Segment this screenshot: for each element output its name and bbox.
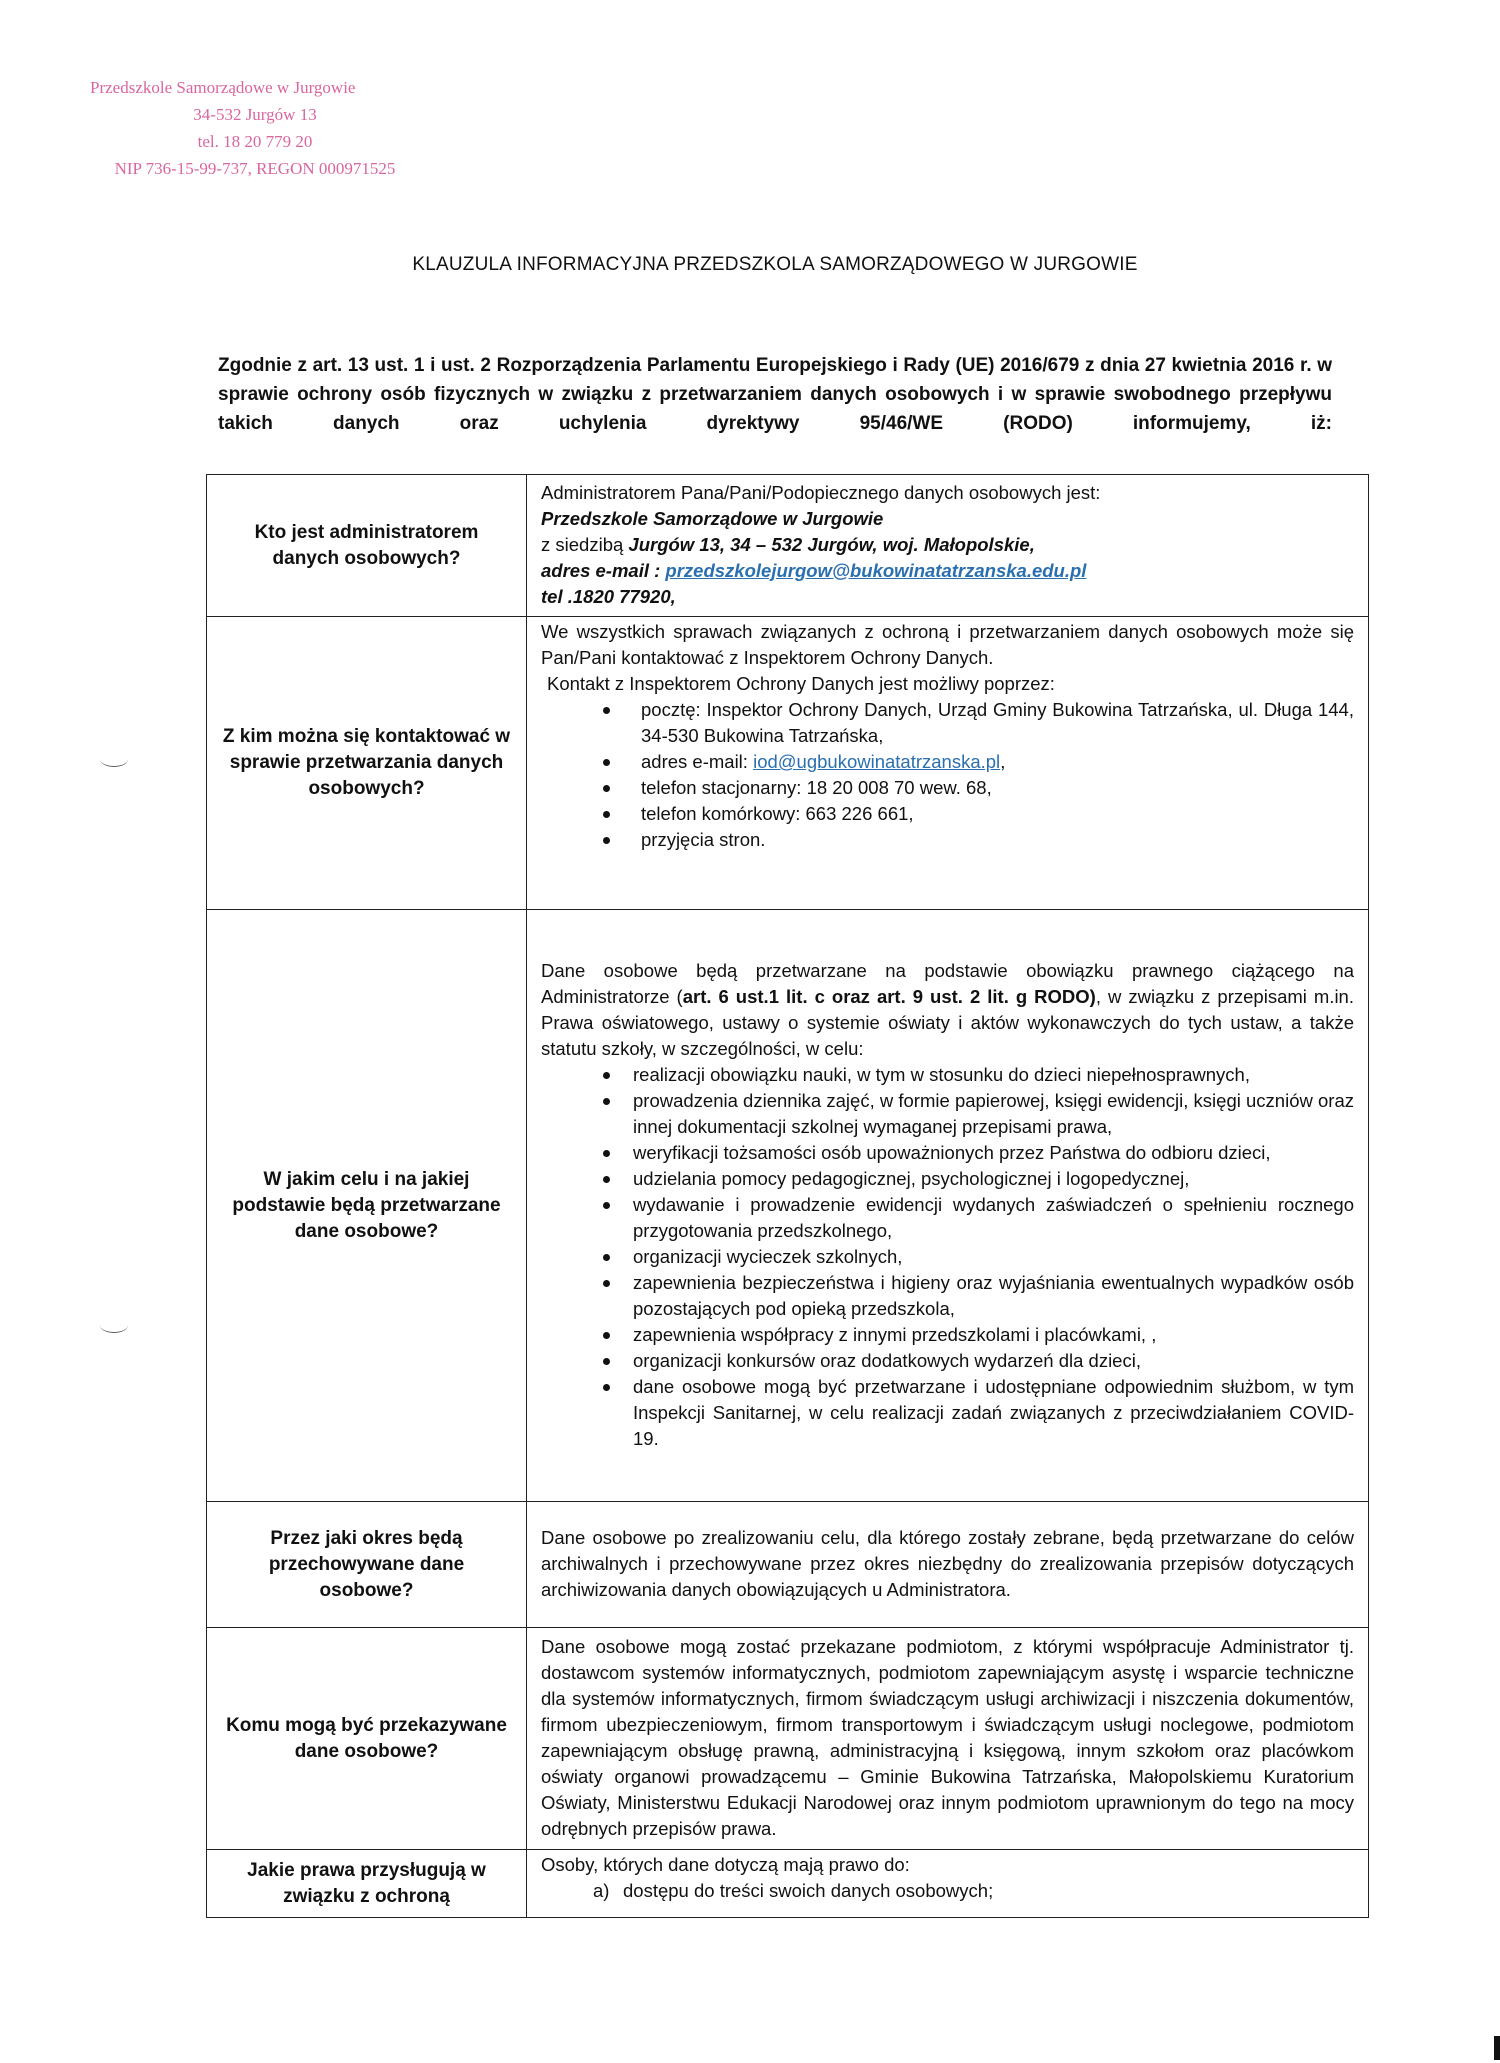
answer-purpose	[527, 910, 1369, 1502]
question-recipients: Komu mogą być przekazywane dane osobowe?	[207, 1628, 527, 1850]
admin-phone: tel .1820 77920,	[541, 585, 676, 607]
school-stamp	[90, 74, 420, 182]
document-title: KLAUZULA INFORMACYJNA PRZEDSZKOLA SAMORZĄDOWEGO W JURGOWIE	[412, 254, 1138, 275]
admin-seat: Jurgów 13, 34 – 532 Jurgów, woj. Małopolskie,	[628, 533, 1035, 555]
list-item: pocztę: Inspektor Ochrony Danych, Urząd Gminy Bukowina Tatrzańska, ul. Długa 144, 34-530 Bukowina Tatrzańska,	[601, 697, 1354, 749]
table-row-purpose	[207, 910, 1369, 1502]
list-item: prowadzenia dziennika zajęć, w formie papierowej, księgi ewidencji, księgi uczniów oraz innej dokumentacji szkolnej wymaganej przepisami prawa,	[601, 1088, 1354, 1140]
list-item: wydawanie i prowadzenie ewidencji wydanych zaświadczeń o spełnieniu rocznego przygotowania przedszkolnego,	[601, 1192, 1354, 1244]
admin-seat-line	[541, 532, 1354, 558]
list-item: udzielania pomocy pedagogicznej, psychologicznej i logopedycznej,	[601, 1166, 1354, 1192]
list-item: telefon komórkowy: 663 226 661,	[601, 801, 1354, 827]
list-item: zapewnienia współpracy z innymi przedszkolami i placówkami, ,	[601, 1322, 1354, 1348]
table-row-recipients	[207, 1628, 1369, 1850]
punch-hole-mark	[100, 1318, 128, 1333]
rights-item-text: dostępu do treści swoich danych osobowych;	[623, 1880, 994, 1901]
scan-edge-mark	[1494, 2036, 1500, 2060]
admin-seat-prefix: z siedzibą	[541, 533, 629, 555]
list-item: weryfikacji tożsamości osób upoważnionych przez Państwa do odbioru dzieci,	[601, 1140, 1354, 1166]
question-purpose: W jakim celu i na jakiej podstawie będą przetwarzane dane osobowe?	[207, 910, 527, 1502]
stamp-line-name: Przedszkole Samorządowe w Jurgowie	[90, 78, 356, 97]
purpose-legal-basis: art. 6 ust.1 lit. c oraz art. 9 ust. 2 lit. g RODO)	[682, 985, 1096, 1007]
purpose-basis	[541, 958, 1354, 1062]
question-contact: Z kim można się kontaktować w sprawie przetwarzania danych osobowych?	[207, 617, 527, 910]
intro-paragraph: Zgodnie z art. 13 ust. 1 i ust. 2 Rozporządzenia Parlamentu Europejskiego i Rady (UE) 2016/679 z dnia 27 kwietnia 2016 r. w sprawie ochrony osób fizycznych w związku z przetwarzaniem danych osobowych i w sprawie swobodnego przepływu takich danych oraz uchylenia dyrektywy 95/46/WE (RODO) informujemy, iż:	[218, 355, 1332, 434]
contact-means-list	[541, 697, 1354, 853]
admin-email-link[interactable]: przedszkolejurgow@bukowinatatrzanska.edu.pl	[665, 559, 1087, 581]
rights-list	[541, 1878, 1354, 1904]
answer-administrator	[527, 475, 1369, 617]
admin-email-line	[541, 558, 1354, 584]
iod-email-link[interactable]: iod@ugbukowinatatrzanska.pl	[753, 751, 1001, 772]
purpose-list	[541, 1062, 1354, 1452]
table-row-administrator	[207, 475, 1369, 617]
list-item	[593, 1878, 1354, 1904]
answer-recipients: Dane osobowe mogą zostać przekazane podmiotom, z którymi współpracuje Administrator tj. dostawcom systemów informatycznych, podmiotom zapewniającym asystę i wsparcie techniczne dla systemów informatycznych, firmom świadczącym usługi archiwizacji i niszczenia dokumentów, firmom ubezpieczeniowym, firmom transportowym i świadczącym usługi noclegowe, podmiotom zapewniającym obsługę prawną, administracyjną i księgową, innym szkołom oraz placówkom oświaty organowi prowadzącemu – Gminie Bukowina Tatrzańska, Małopolskiemu Kuratorium Oświaty, Ministerstwu Edukacji Narodowej oraz innym podmiotom uprawnionym do tego na mocy odrębnych przepisów prawa.	[527, 1628, 1369, 1850]
purpose-basis-a: Dane osobowe będą przetwarzane na podstawie obowiązku prawnego ciążącego na Administratorze (	[541, 959, 1354, 1007]
list-item: zapewnienia bezpieczeństwa i higieny oraz wyjaśniania ewentualnych wypadków osób pozostających pod opieką przedszkola,	[601, 1270, 1354, 1322]
list-item: dane osobowe mogą być przetwarzane i udostępniane odpowiednim służbom, w tym Inspekcji Sanitarnej, w celu realizacji zadań związanych z przeciwdziałaniem COVID-19.	[601, 1374, 1354, 1452]
question-retention: Przez jaki okres będą przechowywane dane osobowe?	[207, 1502, 527, 1628]
list-marker: a)	[593, 1880, 610, 1901]
question-administrator: Kto jest administratorem danych osobowych?	[207, 475, 527, 617]
punch-hole-mark	[100, 752, 128, 767]
table-row-rights	[207, 1850, 1369, 1918]
answer-retention: Dane osobowe po zrealizowaniu celu, dla którego zostały zebrane, będą przetwarzane do celów archiwalnych i przechowywane przez okres niezbędny do zrealizowania przepisów dotyczących archiwizowania danych obowiązujących u Administratora.	[527, 1502, 1369, 1628]
list-item: organizacji konkursów oraz dodatkowych wydarzeń dla dzieci,	[601, 1348, 1354, 1374]
table-row-contact	[207, 617, 1369, 910]
answer-contact	[527, 617, 1369, 910]
list-item: realizacji obowiązku nauki, w tym w stosunku do dzieci niepełnosprawnych,	[601, 1062, 1354, 1088]
purpose-basis-c: , w związku z przepisami m.in. Prawa oświatowego, ustawy o systemie oświaty i aktów wykonawczych do tych ustaw, a także statutu szkoły, w szczególności, w celu:	[541, 985, 1354, 1059]
table-row-retention	[207, 1502, 1369, 1628]
list-item: organizacji wycieczek szkolnych,	[601, 1244, 1354, 1270]
stamp-line-ids: NIP 736-15-99-737, REGON 000971525	[114, 159, 396, 178]
stamp-line-address: 34-532 Jurgów 13	[193, 105, 317, 124]
list-item: telefon stacjonarny: 18 20 008 70 wew. 68,	[601, 775, 1354, 801]
question-rights: Jakie prawa przysługują w związku z ochroną	[207, 1850, 527, 1918]
stamp-line-phone: tel. 18 20 779 20	[197, 132, 313, 151]
admin-email-label: adres e-mail :	[541, 559, 666, 581]
answer-rights	[527, 1850, 1369, 1918]
contact-intro: We wszystkich sprawach związanych z ochroną i przetwarzaniem danych osobowych może się Pan/Pani kontaktować z Inspektorem Ochrony Danych.	[541, 621, 1354, 668]
admin-name: Przedszkole Samorządowe w Jurgowie	[541, 507, 884, 529]
rights-intro: Osoby, których dane dotyczą mają prawo do:	[541, 1854, 910, 1875]
iod-email-suffix: ,	[1000, 751, 1006, 772]
iod-email-label: adres e-mail:	[641, 751, 754, 772]
list-item	[601, 749, 1354, 775]
contact-means-intro: Kontakt z Inspektorem Ochrony Danych jest możliwy poprzez:	[547, 673, 1055, 694]
rodo-info-table	[206, 474, 1369, 1918]
admin-intro: Administratorem Pana/Pani/Podopiecznego danych osobowych jest:	[541, 481, 1101, 503]
list-item: przyjęcia stron.	[601, 827, 1354, 853]
